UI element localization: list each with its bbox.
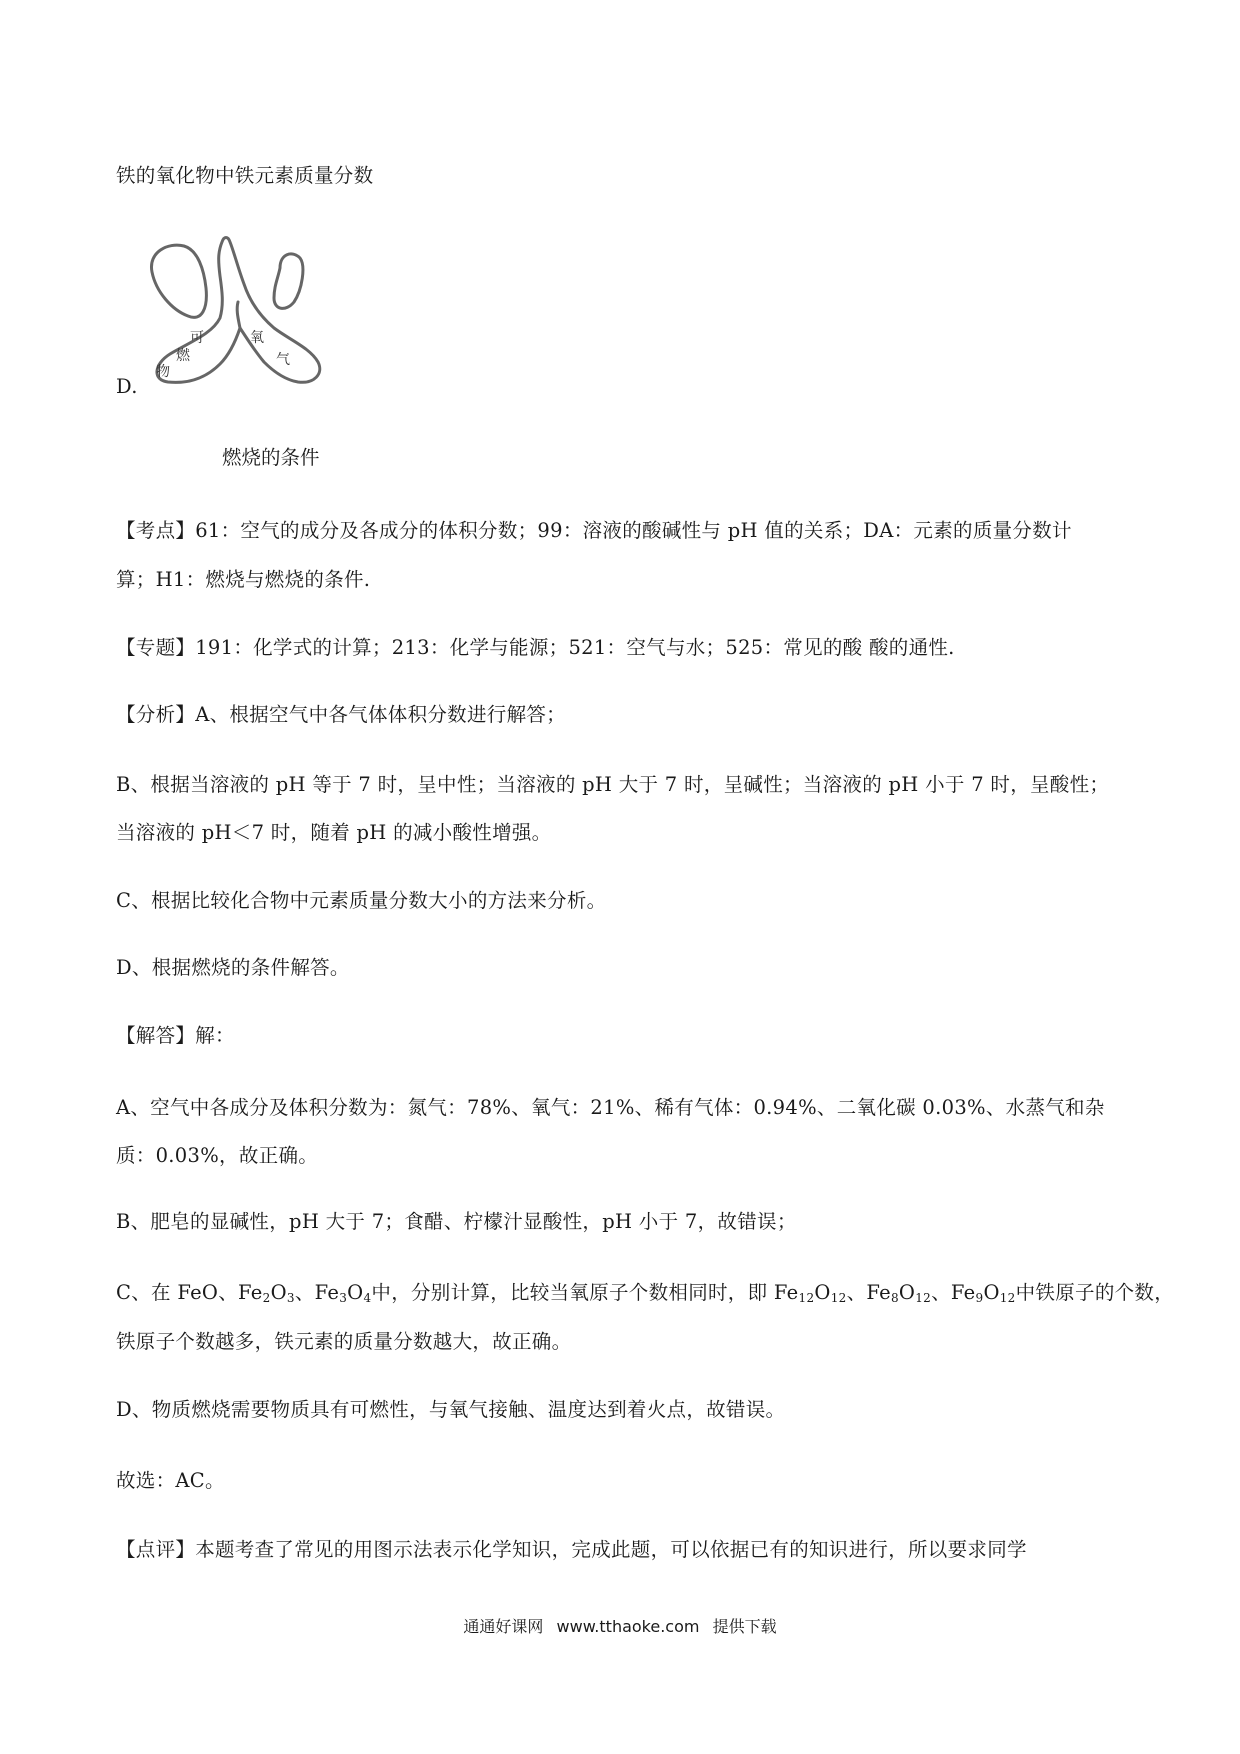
- dianping-line: 【点评】本题考查了常见的用图示法表示化学知识，完成此题，可以依据已有的知识进行，所以要求同学: [116, 1538, 1027, 1561]
- jieda-c-prefix: C、在: [116, 1281, 178, 1304]
- option-d-label: D.: [116, 375, 138, 398]
- formula-fe2o3: $Fe_2O_3$: [238, 1281, 295, 1305]
- fenxi-b-line-1: B、根据当溶液的 pH 等于 7 时，呈中性；当溶液的 pH 大于 7 时，呈碱性；当溶液的 pH 小于 7 时，呈酸性；: [116, 773, 1110, 796]
- combustion-conditions-figure: [146, 230, 336, 400]
- footer-site-name: 通通好课网: [463, 1617, 544, 1636]
- jieda-d-line: D、物质燃烧需要物质具有可燃性，与氧气接触、温度达到着火点，故错误。: [116, 1398, 786, 1421]
- intro-text: 铁的氧化物中铁元素质量分数: [116, 164, 374, 187]
- formula-separator: 、: [846, 1281, 867, 1304]
- jieda-c-suffix: 中铁原子的个数，: [1015, 1281, 1175, 1304]
- jieda-a-line-1: A、空气中各成分及体积分数为：氮气：78%、氧气：21%、稀有气体：0.94%、二氧化碳 0.03%、水蒸气和杂: [116, 1096, 1105, 1119]
- fire-triangle-drawing: [146, 230, 336, 400]
- jieda-heading: 【解答】解：: [116, 1024, 235, 1047]
- formula-fe8o12: $Fe_8O_{12}$: [866, 1281, 932, 1305]
- footer-url[interactable]: www.tthaoke.com: [556, 1617, 700, 1636]
- jieda-c-mid: 中，分别计算，比较当氧原子个数相同时，即: [371, 1281, 774, 1304]
- jieda-a-line-2: 质：0.03%，故正确。: [116, 1144, 319, 1167]
- jieda-c-line-2: 铁原子个数越多，铁元素的质量分数越大，故正确。: [116, 1330, 572, 1353]
- figure-caption: 燃烧的条件: [222, 446, 320, 469]
- flame-inner-line: [237, 302, 240, 328]
- kaodian-line-2: 算；H1：燃烧与燃烧的条件.: [116, 568, 371, 591]
- formula-fe3o4: $Fe_3O_4$: [314, 1281, 372, 1305]
- formula-feo: FeO: [177, 1281, 219, 1304]
- right-petal-shape: [274, 254, 303, 308]
- fenxi-b-line-2: 当溶液的 pH＜7 时，随着 pH 的减小酸性增强。: [116, 821, 552, 844]
- formula-separator: 、: [931, 1281, 951, 1304]
- formula-separator: 、: [218, 1281, 239, 1304]
- label-ke: 可: [190, 330, 204, 346]
- label-qi: 气: [276, 352, 290, 368]
- fenxi-d-line: D、根据燃烧的条件解答。: [116, 956, 350, 979]
- formula-fe9o12: $Fe_9O_{12}$: [950, 1281, 1016, 1305]
- zhuanti-line: 【专题】191：化学式的计算；213：化学与能源；521：空气与水；525：常见的酸 酸的通性.: [116, 636, 955, 659]
- formula-fe12o12: $Fe_{12}O_{12}$: [773, 1281, 847, 1305]
- left-petal-shape: [151, 245, 206, 317]
- guxuan-line: 故选：AC。: [116, 1469, 225, 1492]
- kaodian-line-1: 【考点】61：空气的成分及各成分的体积分数；99：溶液的酸碱性与 pH 值的关系；DA：元素的质量分数计: [116, 519, 1072, 542]
- page-footer: [0, 1615, 1240, 1639]
- jieda-c-line-1: [116, 1278, 1174, 1313]
- label-yang: 氧: [250, 330, 264, 346]
- formula-separator: 、: [294, 1281, 315, 1304]
- fenxi-c-line: C、根据比较化合物中元素质量分数大小的方法来分析。: [116, 889, 607, 912]
- label-ran: 燃: [176, 348, 190, 364]
- jieda-b-line: B、肥皂的显碱性，pH 大于 7；食醋、柠檬汁显酸性，pH 小于 7，故错误；: [116, 1210, 797, 1233]
- footer-action: 提供下载: [712, 1617, 777, 1636]
- fenxi-line: 【分析】A、根据空气中各气体体积分数进行解答；: [116, 703, 566, 726]
- label-wu: 物: [156, 364, 170, 380]
